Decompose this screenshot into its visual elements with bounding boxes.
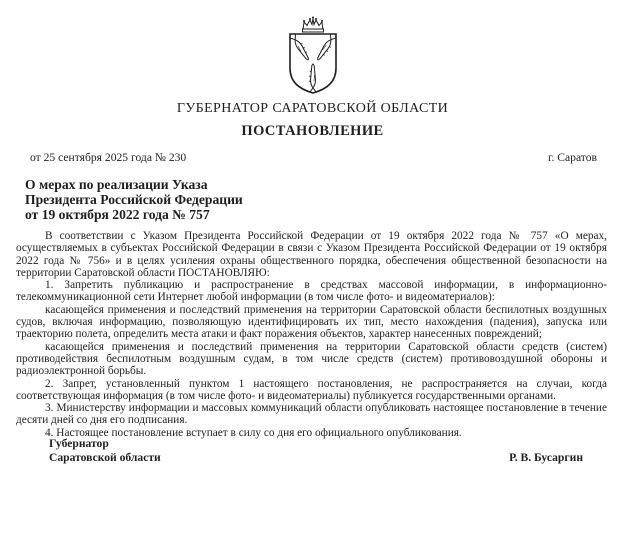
doc-place: г. Саратов	[548, 151, 597, 164]
doc-type-heading: ПОСТАНОВЛЕНИЕ	[241, 123, 384, 139]
signer-position-line: Губернатор	[49, 437, 109, 450]
doc-subject-title-line: Президента Российской Федерации	[25, 192, 243, 208]
signature-block	[49, 437, 583, 465]
body-paragraph: касающейся применения и последствий применения на территории Саратовской области беспилотных воздушных судов, включая информацию, позволяющую идентифицировать их тип, место нахождения (падения), запуска или траекторию полета, определить места атаки и факт поражения объектов, характер нанесенных повреждений;	[16, 303, 607, 341]
body-paragraph: 1. Запретить публикацию и распространение в средствах массовой информации, в информационно-телекоммуникационной сети Интернет любой информации (в том числе фото- и видеоматериалов):	[16, 279, 607, 304]
org-name-heading: ГУБЕРНАТОР САРАТОВСКОЙ ОБЛАСТИ	[176, 101, 449, 116]
saratov-coat-of-arms-icon	[283, 16, 343, 96]
doc-date-number: от 25 сентября 2025 года № 230	[30, 151, 187, 164]
body-paragraph: 2. Запрет, установленный пунктом 1 настоящего постановления, не распространяется на случаи, когда соответствующая информация (в том числе фото- и видеоматериалы) публикуется государственными органами.	[16, 377, 607, 402]
doc-subject-title-line: от 19 октября 2022 года № 757	[25, 207, 210, 223]
signer-position	[49, 437, 161, 465]
doc-subject-title-line: О мерах по реализации Указа	[25, 177, 208, 192]
body-paragraph: 3. Министерству информации и массовых коммуникаций области опубликовать настоящее постановление в течение десяти дней со дня его подписания.	[16, 402, 607, 427]
date-place-row	[30, 151, 597, 164]
signer-position-line: Саратовской области	[49, 450, 161, 464]
body-paragraph: касающейся применения и последствий применения на территории Саратовской области средств (систем) противодействия беспилотным воздушным судам, в том числе средств (систем) противовоздушной обороны и радиоэлектронной борьбы.	[16, 340, 607, 378]
body-paragraph: 4. Настоящее постановление вступает в силу со дня его официального опубликования.	[45, 426, 462, 439]
doc-subject-title	[25, 177, 243, 223]
signer-name: Р. В. Бусаргин	[509, 450, 583, 464]
body-paragraph: В соответствии с Указом Президента Российской Федерации от 19 октября 2022 года № 757 «О мерах, осуществляемых в субъектах Российской Федерации в связи с Указом Президента Российской Федерации от 19 октября 2022 года № 756» и в целях усиления охраны общественного порядка, обеспечения общественной безопасности на территории Саратовской области ПОСТАНОВЛЯЮ:	[16, 230, 607, 279]
doc-body	[16, 230, 607, 439]
